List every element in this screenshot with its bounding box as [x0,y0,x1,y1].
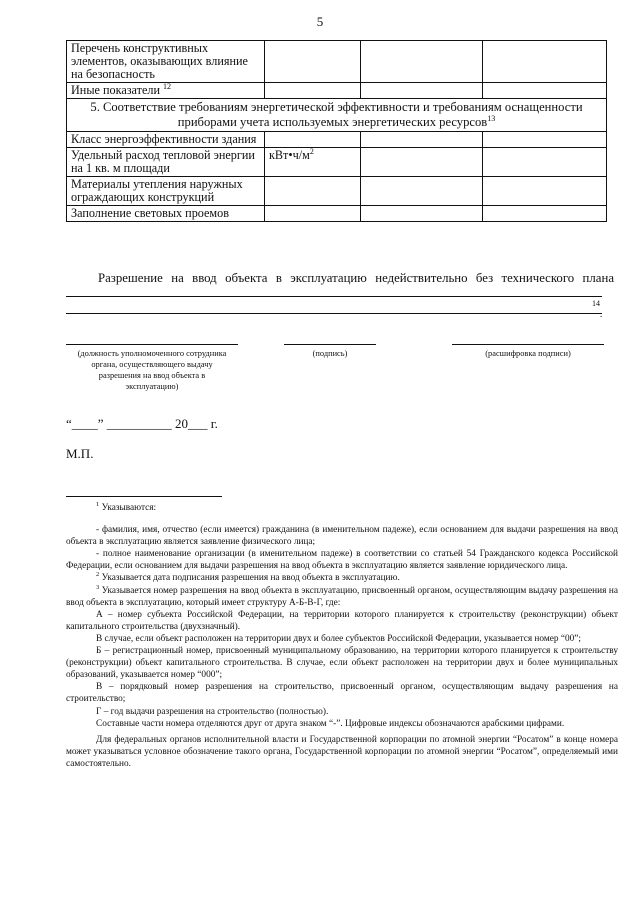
signature-caption: (подпись) [312,349,348,358]
table-cell [265,177,361,206]
table-row [67,148,607,177]
section-row [67,99,607,132]
footnotes [66,502,618,770]
row-label-window-openings: Заполнение световых проемов [67,206,265,222]
position-caption: (должность уполномоченного сотрудника органа, осуществляющего выдачу разрешения на ввод объекта в эксплуатацию) [77,349,227,391]
footnote-1-title: $^1$ Указываются: [96,500,157,513]
footnote-3-federal: Для федеральных органов исполнительной власти и Государственной корпорации по атомной энергии “Росатом” в конце номера может указываться условное обозначение такого органа, Государственной корпорации по атомной энергии “Росатом”, определяемый ими самостоятельно. [66,734,618,769]
table-cell [483,132,607,148]
table-cell [483,177,607,206]
table-cell [483,41,607,83]
table-cell [483,206,607,222]
table-cell [361,177,483,206]
footnote-3-a2: В случае, если объект расположен на территории двух и более субъектов Российской Федерации, указывается номер “00”; [96,633,581,644]
footnote-1-item: - полное наименование организации (в именительном падеже) в соответствии со статьей 54 Гражданского кодекса Российской Федерации, если основанием для выдачи разрешения на ввод объекта в эксплуатацию является заявление юридического лица. [66,549,618,572]
decoding-line [452,344,604,345]
row-label-heat-consumption: Удельный расход тепловой энергии на 1 кв. м площади [67,148,265,177]
table-cell [265,206,361,222]
footnote-ref: 13 [487,113,496,123]
footnote-3-a: А – номер субъекта Российской Федерации, на территории которого планируется к строительству (реконструкции) объект капитального строительства (двухзначный). [66,609,618,632]
end-mark: . [600,309,603,319]
footnote-3-parts: Составные части номера отделяются друг от друга знаком “-”. Цифровые индексы обозначаются арабскими цифрами. [96,718,565,729]
row-label-energy-class: Класс энергоэффективности здания [67,132,265,148]
date-line: “____” __________ 20___ г. [66,416,218,431]
position-line [66,344,238,345]
footnote-3-v: В – порядковый номер разрешения на строительство, присвоенный органом, осуществляющим выдачу разрешения на строительство; [66,682,618,705]
footnote-3: $^3$ Указывается номер разрешения на ввод объекта в эксплуатацию, присвоенный органом, осуществляющим выдачу разрешения на ввод объекта в эксплуатацию, который имеет структуру А-Б-В-Г, где: [66,583,618,608]
table-cell [361,41,483,83]
table-cell [361,148,483,177]
signature-line [284,344,376,345]
footnote-ref: 14 [592,299,600,308]
table-row [67,83,607,99]
table-cell [265,41,361,83]
row-label-other-indicators: Иные показатели $^{12}$ [67,83,265,99]
footnote-ref: 12 [163,81,172,91]
footnote-separator [66,496,222,497]
row-label-structural-elements: Перечень конструктивных элементов, оказывающих влияние на безопасность [67,41,265,83]
page-number: 5 [316,14,324,29]
table-row [67,177,607,206]
table-cell [265,83,361,99]
footnote-1-item: - фамилия, имя, отчество (если имеется) гражданина (в именительном падеже), если основанием для выдачи разрешения на ввод объекта в эксплуатацию является заявление физического лица; [66,525,618,548]
indicators-table [66,40,607,222]
table-cell [361,132,483,148]
table-row [67,132,607,148]
stamp-label: М.П. [66,446,94,461]
blank-line [66,296,602,297]
table-cell [483,148,607,177]
table-cell [483,83,607,99]
table-cell [361,206,483,222]
footnote-3-g: Г – год выдачи разрешения на строительство (полностью). [96,706,329,717]
blank-line [66,313,602,314]
footnote-3-b: Б – регистрационный номер, присвоенный муниципальному образованию, на территории которого планируется к строительству (реконструкции) объект капитального строительства. В случае, если объект расположен на территории двух и более муниципальных образований, указывается номер “000”; [66,646,618,681]
decoding-caption: (расшифровка подписи) [485,349,571,358]
section-title: 5. Соответствие требованиям энергетической эффективности и требованиям оснащенности приборами учета используемых энергетических ресурсов$^{13}$ [67,99,607,132]
row-label-insulation-materials: Материалы утепления наружных ограждающих конструкций [67,177,265,206]
permit-statement: Разрешение на ввод объекта в эксплуатацию недействительно без технического плана [98,271,614,285]
table-row [67,41,607,83]
footnote-2: $^2$ Указывается дата подписания разрешения на ввод объекта в эксплуатацию. [96,571,400,584]
table-cell [361,83,483,99]
table-row [67,206,607,222]
table-cell [265,132,361,148]
unit-cell: $кВт•ч/м^2$ [265,148,361,177]
